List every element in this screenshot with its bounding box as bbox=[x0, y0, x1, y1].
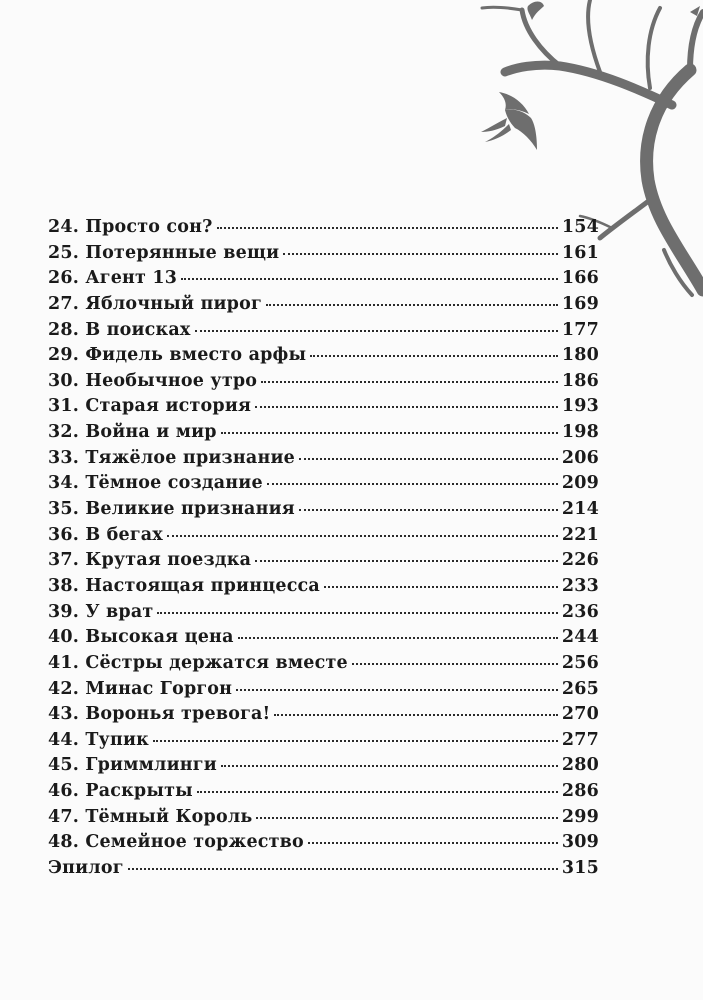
toc-entry-title: 41. Сёстры держатся вместе bbox=[48, 652, 348, 673]
toc-entry-title: 47. Тёмный Король bbox=[48, 806, 253, 827]
toc-entry bbox=[48, 625, 599, 651]
toc-entry-title: 25. Потерянные вещи bbox=[48, 242, 280, 263]
toc-entry bbox=[48, 215, 599, 241]
toc-dot-leader bbox=[221, 764, 558, 767]
toc-entry-title: 29. Фидель вместо арфы bbox=[48, 345, 307, 366]
toc-dot-leader bbox=[256, 816, 557, 819]
toc-entry-title: 24. Просто сон? bbox=[48, 217, 213, 237]
toc-dot-leader bbox=[128, 867, 558, 870]
toc-entry-page: 154 bbox=[561, 217, 599, 237]
toc-dot-leader bbox=[238, 636, 558, 639]
toc-dot-leader bbox=[352, 662, 558, 665]
toc-entry-page: 265 bbox=[561, 678, 599, 699]
toc-entry-page: 161 bbox=[561, 242, 599, 263]
toc-entry-page: 286 bbox=[561, 781, 599, 802]
toc-entry-title: 30. Необычное утро bbox=[48, 370, 258, 391]
toc-entry-title: Эпилог bbox=[48, 858, 124, 879]
toc-entry-page: 193 bbox=[561, 396, 599, 417]
table-of-contents bbox=[48, 215, 599, 882]
toc-dot-leader bbox=[195, 329, 558, 332]
toc-entry-page: 236 bbox=[561, 601, 599, 622]
toc-dot-leader bbox=[274, 713, 557, 716]
toc-entry bbox=[48, 369, 599, 395]
toc-entry bbox=[48, 600, 599, 626]
toc-dot-leader bbox=[283, 252, 558, 255]
toc-entry bbox=[48, 702, 599, 728]
toc-dot-leader bbox=[261, 380, 558, 383]
toc-entry-title: 34. Тёмное создание bbox=[48, 473, 263, 494]
toc-entry-page: 209 bbox=[561, 473, 599, 494]
toc-entry-title: 36. В бегах bbox=[48, 524, 163, 545]
toc-entry bbox=[48, 471, 599, 497]
toc-entry-title: 31. Старая история bbox=[48, 396, 252, 417]
toc-dot-leader bbox=[217, 226, 558, 229]
toc-entry-title: 42. Минас Горгон bbox=[48, 678, 233, 699]
toc-dot-leader bbox=[221, 431, 558, 434]
toc-dot-leader bbox=[299, 508, 558, 511]
toc-dot-leader bbox=[181, 277, 558, 280]
toc-entry bbox=[48, 523, 599, 549]
toc-entry bbox=[48, 574, 599, 600]
toc-dot-leader bbox=[310, 354, 558, 357]
toc-entry-page: 198 bbox=[561, 422, 599, 443]
toc-entry-page: 206 bbox=[561, 447, 599, 468]
toc-entry-title: 35. Великие признания bbox=[48, 499, 295, 520]
toc-entry-page: 186 bbox=[561, 370, 599, 391]
toc-dot-leader bbox=[153, 739, 558, 742]
toc-entry-title: 33. Тяжёлое признание bbox=[48, 447, 295, 468]
toc-entry-title: 46. Раскрыты bbox=[48, 781, 193, 802]
toc-entry-page: 169 bbox=[561, 293, 599, 314]
toc-dot-leader bbox=[255, 405, 558, 408]
toc-entry bbox=[48, 266, 599, 292]
toc-entry bbox=[48, 394, 599, 420]
toc-dot-leader bbox=[299, 457, 558, 460]
toc-entry bbox=[48, 343, 599, 369]
toc-entry-page: 244 bbox=[561, 627, 599, 648]
toc-entry-title: 28. В поисках bbox=[48, 319, 191, 340]
toc-entry bbox=[48, 856, 599, 882]
toc-dot-leader bbox=[308, 841, 558, 844]
toc-entry bbox=[48, 779, 599, 805]
toc-entry-page: 299 bbox=[561, 806, 599, 827]
toc-dot-leader bbox=[197, 790, 558, 793]
toc-entry bbox=[48, 241, 599, 267]
toc-entry-page: 270 bbox=[561, 704, 599, 725]
toc-entry-title: 26. Агент 13 bbox=[48, 268, 178, 289]
toc-dot-leader bbox=[267, 482, 558, 485]
toc-entry-page: 280 bbox=[561, 755, 599, 776]
toc-entry-page: 166 bbox=[561, 268, 599, 289]
toc-entry-page: 180 bbox=[561, 345, 599, 366]
toc-dot-leader bbox=[236, 688, 558, 691]
toc-dot-leader bbox=[157, 611, 557, 614]
toc-dot-leader bbox=[266, 303, 558, 306]
toc-entry-page: 177 bbox=[561, 319, 599, 340]
toc-entry bbox=[48, 728, 599, 754]
toc-entry-title: 39. У врат bbox=[48, 601, 154, 622]
toc-entry-page: 226 bbox=[561, 550, 599, 571]
toc-entry bbox=[48, 420, 599, 446]
toc-entry bbox=[48, 830, 599, 856]
toc-entry-title: 40. Высокая цена bbox=[48, 627, 234, 648]
toc-entry bbox=[48, 651, 599, 677]
toc-entry bbox=[48, 753, 599, 779]
toc-entry bbox=[48, 677, 599, 703]
toc-entry-page: 315 bbox=[561, 858, 599, 879]
toc-entry-page: 277 bbox=[561, 729, 599, 750]
toc-entry bbox=[48, 548, 599, 574]
toc-dot-leader bbox=[167, 534, 558, 537]
toc-entry-title: 44. Тупик bbox=[48, 729, 149, 750]
toc-entry bbox=[48, 497, 599, 523]
toc-entry-title: 48. Семейное торжество bbox=[48, 832, 304, 853]
bird-icon bbox=[477, 88, 545, 158]
toc-entry-title: 37. Крутая поездка bbox=[48, 550, 252, 571]
toc-entry bbox=[48, 318, 599, 344]
toc-entry-title: 32. Война и мир bbox=[48, 422, 217, 443]
toc-entry-page: 221 bbox=[561, 524, 599, 545]
toc-entry-page: 309 bbox=[561, 832, 599, 853]
toc-entry-title: 43. Воронья тревога! bbox=[48, 704, 271, 725]
toc-entry-title: 27. Яблочный пирог bbox=[48, 293, 262, 314]
toc-dot-leader bbox=[255, 559, 558, 562]
toc-entry-page: 256 bbox=[561, 652, 599, 673]
toc-entry bbox=[48, 292, 599, 318]
toc-entry bbox=[48, 805, 599, 831]
toc-entry-page: 233 bbox=[561, 575, 599, 596]
toc-dot-leader bbox=[324, 585, 558, 588]
toc-entry-page: 214 bbox=[561, 499, 599, 520]
toc-entry bbox=[48, 446, 599, 472]
toc-entry-title: 45. Гриммлинги bbox=[48, 755, 217, 776]
toc-entry-title: 38. Настоящая принцесса bbox=[48, 575, 320, 596]
